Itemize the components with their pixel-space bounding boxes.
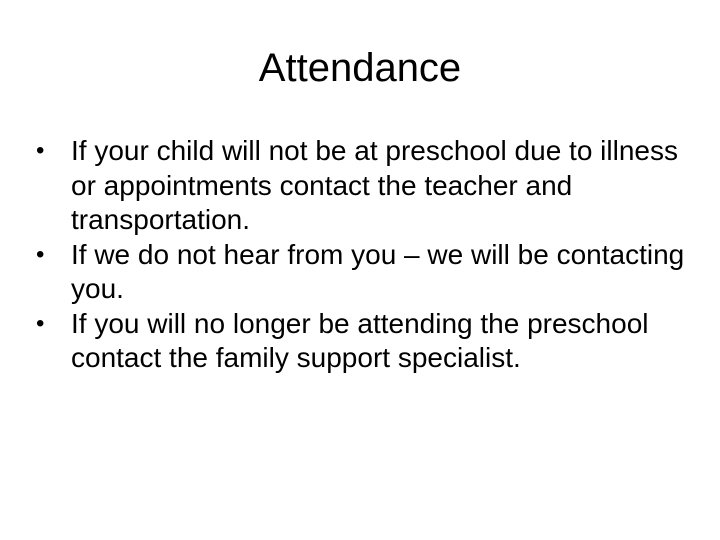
- bullet-icon: •: [36, 309, 45, 337]
- bullet-icon: •: [36, 240, 45, 268]
- bullet-text: If we do not hear from you – we will be contacting you.: [71, 238, 685, 304]
- bullet-item: [36, 238, 686, 307]
- bullet-text: If your child will not be at preschool due to illness or appointments contact the teacher and transportation.: [71, 135, 678, 235]
- bullet-icon: •: [36, 137, 45, 164]
- bullet-list: [36, 134, 686, 376]
- slide-title: Attendance: [258, 46, 462, 90]
- bullet-item: [36, 307, 686, 376]
- bullet-text: If you will no longer be attending the preschool contact the family support specialist.: [71, 307, 649, 373]
- bullet-item: [36, 134, 686, 238]
